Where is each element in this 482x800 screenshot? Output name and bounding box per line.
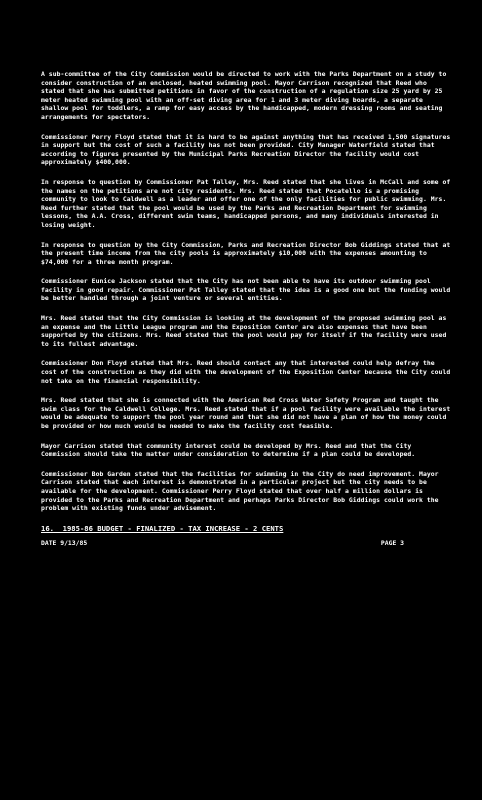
- footer-date: DATE 9/13/85: [41, 538, 88, 547]
- paragraph-5: Commissioner Eunice Jackson stated that the City has not been able to have its outdoor swimming pool facility in good repair. Commissioner Pat Talley stated that the idea is a good one but the funding would be better handled through a joint venture or several entities.: [41, 277, 451, 303]
- paragraph-4: In response to question by the City Commission, Parks and Recreation Director Bob Giddings stated that at the present time income from the city pools is approximately $10,000 with the expenses amounting to $74,000 for a three month program.: [41, 240, 451, 266]
- paragraph-10: Commissioner Bob Garden stated that the facilities for swimming in the City do need improvement. Mayor Carrison stated that each interest is demonstrated in a particular project but the city needs to be available for the development. Commissioner Perry Floyd stated that over half a million dollars is provided to the Parks and Recreation Department and perhaps Parks Director Bob Giddings could work the problem with existing funds under advisement.: [41, 469, 439, 513]
- paragraph-2: Commissioner Perry Floyd stated that it is hard to be against anything that has received 1,500 signatures in support but the cost of such a facility has not been provided. City Manager Waterfield stated that according to figures presented by the Municipal Parks Recreation Director the facility would cost approximately $400,000.: [41, 132, 451, 167]
- paragraph-3: In response to question by Commissioner Pat Talley, Mrs. Reed stated that she lives in McCall and some of the names on the petitions are not city residents. Mrs. Reed stated that Pocatello is a promising community to look to Caldwell as a leader and offer one of the only facilities for public swimming. Mrs. Reed further stated that the pool would be used by the Parks and Recreation Department for swimming lessons, the A.A. Cross, different swim teams, handicapped persons, and many individuals interested in losing weight.: [41, 177, 451, 229]
- agenda-item-heading: 16. 1985-86 BUDGET - FINALIZED - TAX INCREASE - 2 CENTS: [41, 523, 284, 533]
- paragraph-7: Commissioner Don Floyd stated that Mrs. Reed should contact any that interested could help defray the cost of the construction as they did with the development of the Exposition Center because the City could not take on the financial responsibility.: [41, 359, 451, 385]
- footer-page-number: PAGE 3: [380, 538, 404, 547]
- paragraph-9: Mayor Carrison stated that community interest could be developed by Mrs. Reed and that the City Commission should take the matter under consideration to determine if a plan could be developed.: [41, 441, 416, 459]
- paragraph-6: Mrs. Reed stated that the City Commission is looking at the development of the proposed swimming pool as an expense and the Little League program and the Exposition Center are also expenses that have been supported by the citizens. Mrs. Reed stated that the pool would pay for itself if the facility were used to its fullest advantage.: [41, 314, 447, 348]
- page-footer: [41, 539, 452, 547]
- paragraph-1: A sub-committee of the City Commission would be directed to work with the Parks Department on a study to consider construction of an enclosed, heated swimming pool. Mayor Carrison recognized that Reed who stated that she has submitted petitions in favor of the construction of a regulation size 25 yard by 25 meter heated swimming pool with an off-set diving area for 1 and 3 meter diving boards, a separate shallow pool for toddlers, a ramp for easy access by the handicapped, modern dressing rooms and seating arrangements for spectators.: [41, 70, 447, 121]
- paragraph-8: Mrs. Reed stated that she is connected with the American Red Cross Water Safety Program and taught the swim class for the Caldwell College. Mrs. Reed stated that if a pool facility were available the interest would be adequate to support the pool year round and that she did not have a plan of how the money could be provided or how much would be needed to make the facility cost feasible.: [41, 396, 451, 430]
